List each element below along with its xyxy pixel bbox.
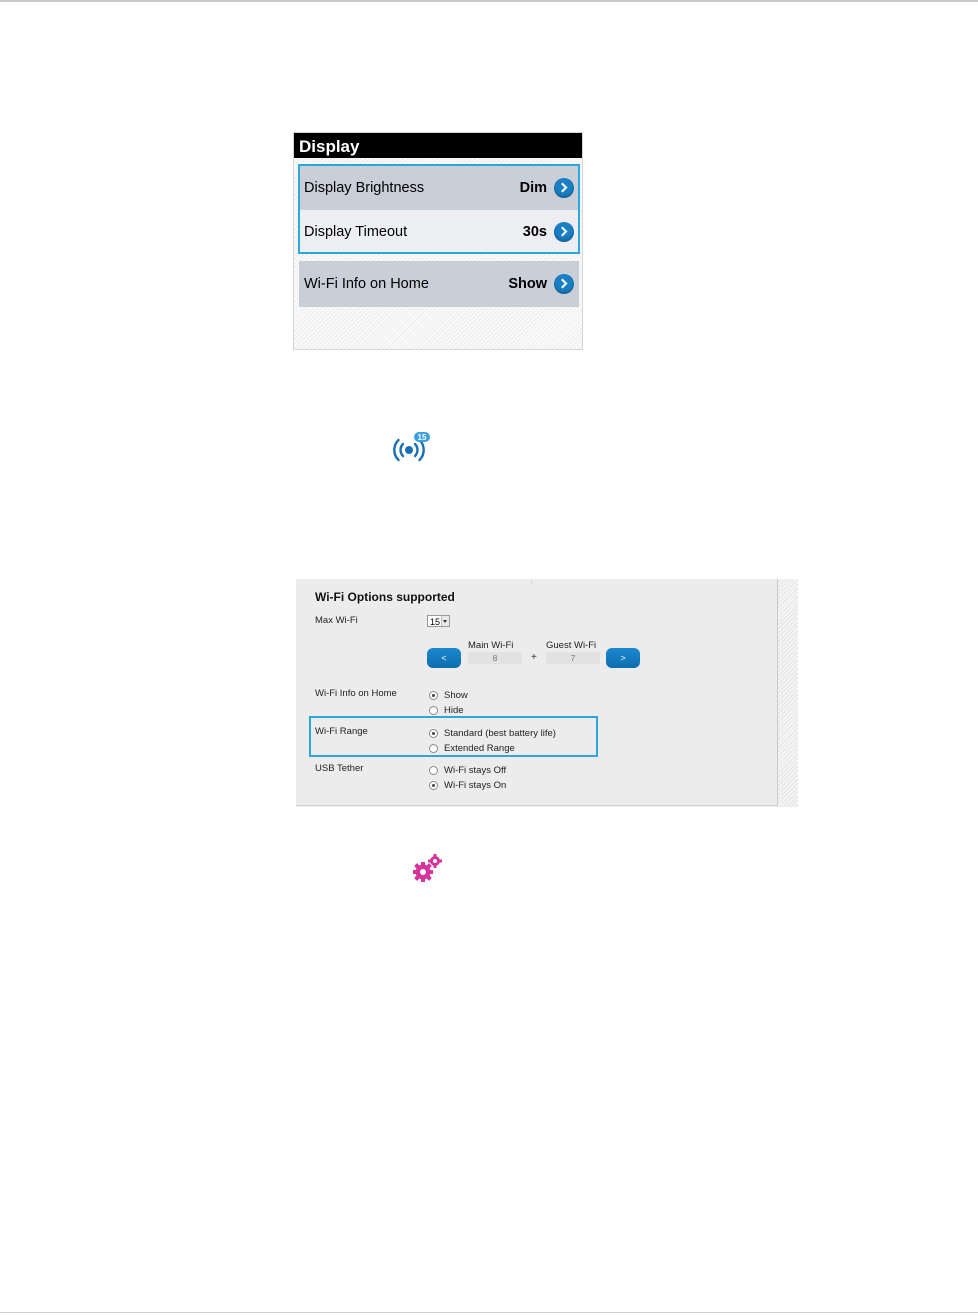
option-label: Wi-Fi stays On — [444, 780, 507, 791]
divider — [531, 579, 532, 585]
decrease-main-wifi-button[interactable]: < — [427, 648, 461, 668]
radio-selected[interactable] — [429, 781, 438, 790]
chevron-down-icon — [441, 616, 449, 626]
radio-unselected[interactable] — [429, 744, 438, 753]
chevron-right-icon[interactable] — [554, 274, 574, 294]
settings-gears-icon — [412, 852, 444, 884]
wifi-options-title: Wi-Fi Options supported — [315, 590, 455, 604]
main-wifi-count: 8 — [468, 652, 522, 664]
usb-tether-on-option[interactable] — [429, 780, 506, 791]
wifi-info-show-option[interactable] — [429, 690, 468, 701]
display-brightness-value: Dim — [519, 180, 547, 196]
radio-selected[interactable] — [429, 691, 438, 700]
display-timeout-row[interactable] — [299, 210, 579, 254]
display-timeout-label: Display Timeout — [304, 224, 408, 240]
display-screen-title: Display — [294, 133, 582, 158]
option-label: Extended Range — [444, 743, 515, 754]
max-wifi-selected: 15 — [430, 617, 441, 627]
device-display-screen — [293, 132, 583, 350]
chevron-right-icon[interactable] — [554, 222, 574, 242]
display-brightness-row[interactable] — [299, 166, 579, 210]
wifi-options-content — [296, 579, 778, 806]
plus-sign: + — [531, 652, 537, 663]
increase-main-wifi-button[interactable]: > — [606, 648, 640, 668]
wifi-info-home-value: Show — [508, 276, 547, 292]
display-timeout-value: 30s — [522, 224, 547, 240]
radio-selected[interactable] — [429, 729, 438, 738]
wifi-info-hide-option[interactable] — [429, 705, 464, 716]
wifi-info-home-label: Wi-Fi Info on Home — [304, 276, 429, 292]
display-brightness-label: Display Brightness — [304, 180, 425, 196]
wifi-badge-count: 15 — [417, 433, 427, 442]
max-wifi-select[interactable] — [427, 615, 450, 627]
wifi-info-home-setting-label: Wi-Fi Info on Home — [315, 688, 397, 699]
usb-tether-off-option[interactable] — [429, 765, 506, 776]
wifi-info-home-row[interactable] — [299, 261, 579, 307]
top-rule — [0, 0, 978, 2]
chevron-right-icon[interactable] — [554, 178, 574, 198]
radio-unselected[interactable] — [429, 766, 438, 775]
wifi-options-panel — [296, 579, 798, 807]
max-wifi-label: Max Wi-Fi — [315, 615, 358, 626]
option-label: Wi-Fi stays Off — [444, 765, 507, 776]
option-label: Show — [444, 690, 468, 701]
guest-wifi-label: Guest Wi-Fi — [546, 640, 597, 651]
panel-background-stripes — [778, 579, 798, 807]
bottom-rule — [0, 1312, 978, 1313]
guest-wifi-count: 7 — [546, 652, 600, 664]
wifi-range-label: Wi-Fi Range — [315, 726, 368, 737]
usb-tether-label: USB Tether — [315, 763, 364, 774]
wifi-range-extended-option[interactable] — [429, 743, 515, 754]
wifi-range-standard-option[interactable] — [429, 728, 556, 739]
radio-unselected[interactable] — [429, 706, 438, 715]
wifi-broadcast-icon — [391, 432, 433, 462]
option-label: Standard (best battery life) — [444, 728, 556, 739]
option-label: Hide — [444, 705, 464, 716]
main-wifi-label: Main Wi-Fi — [468, 640, 514, 651]
